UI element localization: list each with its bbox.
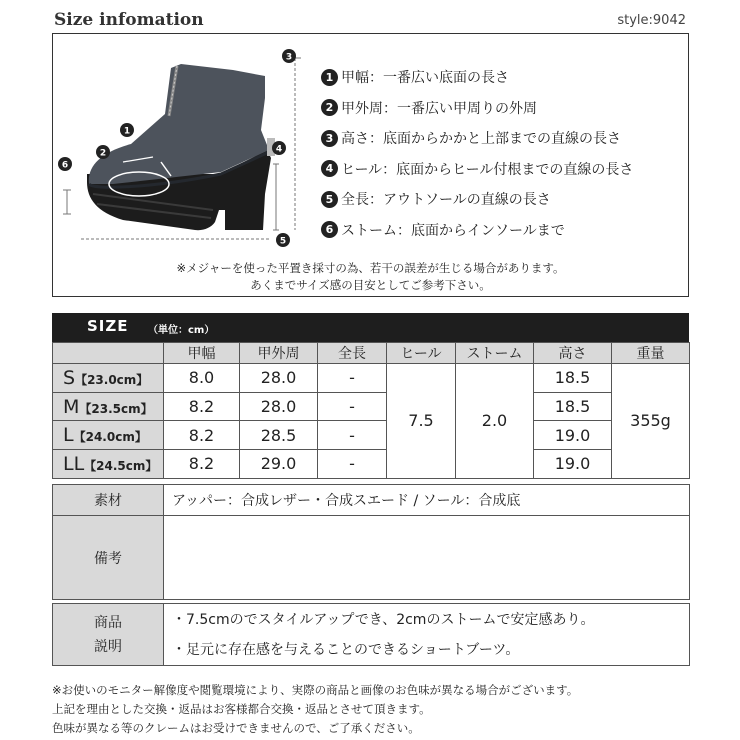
size-unit: （単位：cm） <box>148 325 215 336</box>
header-cell: 全長 <box>318 343 387 364</box>
table-row <box>53 450 690 479</box>
measurement-legend <box>321 62 633 245</box>
length-cell: - <box>318 450 387 479</box>
legend-item: 6 ストーム：底面からインソールまで <box>321 215 633 246</box>
size-title-bar <box>52 313 689 342</box>
legend-item: 4 ヒール：底面からヒール付根までの直線の長さ <box>321 154 633 185</box>
marker-2 <box>96 145 110 159</box>
svg-text:1: 1 <box>123 126 131 137</box>
marker-3 <box>282 49 296 63</box>
size-label: L【24.0cm】 <box>53 421 164 450</box>
size-label: S【23.0cm】 <box>53 364 164 393</box>
legend-item: 1 甲幅：一番広い底面の長さ <box>321 62 633 93</box>
footer-line: ※お使いのモニター解像度や閲覧環境により、実際の商品と画像のお色味が異なる場合がございます。 <box>52 683 579 697</box>
svg-text:4: 4 <box>275 144 283 155</box>
height-cell: 19.0 <box>534 450 612 479</box>
header-corner <box>53 343 164 364</box>
length-cell: - <box>318 421 387 450</box>
product-description <box>164 604 690 666</box>
width-cell: 8.0 <box>164 364 240 393</box>
svg-text:6: 6 <box>61 160 69 171</box>
girth-cell: 28.5 <box>240 421 318 450</box>
page-title: Size infomation <box>54 10 204 30</box>
header-cell: 重量 <box>612 343 690 364</box>
material-value: アッパー：合成レザー・合成スエード / ソール：合成底 <box>164 485 690 516</box>
legend-item: 5 全長：アウトソールの直線の長さ <box>321 184 633 215</box>
material-table <box>52 484 690 600</box>
marker-4 <box>272 141 286 155</box>
svg-text:2: 2 <box>99 148 107 159</box>
length-cell: - <box>318 392 387 421</box>
legend-item: 3 高さ：底面からかかと上部までの直線の長さ <box>321 123 633 154</box>
header-cell: 高さ <box>534 343 612 364</box>
width-cell: 8.2 <box>164 421 240 450</box>
footer-notes <box>52 681 578 738</box>
style-code: style:9042 <box>617 13 686 28</box>
remarks-row <box>53 516 690 600</box>
legend-item: 2 甲外周：一番広い甲周りの外周 <box>321 93 633 124</box>
size-info-panel <box>52 33 689 297</box>
description-line: ・足元に存在感を与えることのできるショートブーツ。 <box>172 641 520 658</box>
table-row <box>53 421 690 450</box>
svg-text:3: 3 <box>285 52 293 63</box>
girth-cell: 28.0 <box>240 364 318 393</box>
girth-cell: 29.0 <box>240 450 318 479</box>
boot-diagram <box>53 34 353 264</box>
table-row <box>53 392 690 421</box>
footer-line: 上記を理由とした交換・返品はお客様都合交換・返品とさせて頂きます。 <box>52 702 431 716</box>
measure-note: あくまでサイズ感の目安としてご参考下さい。 <box>250 278 491 292</box>
header-cell: ストーム <box>456 343 534 364</box>
remarks-label: 備考 <box>53 516 164 600</box>
width-cell: 8.2 <box>164 392 240 421</box>
girth-cell: 28.0 <box>240 392 318 421</box>
weight-cell: 355g <box>612 364 690 479</box>
table-row <box>53 364 690 393</box>
description-line: ・7.5cmのでスタイルアップでき、2cmのストームで安定感あり。 <box>172 611 595 628</box>
storm-cell: 2.0 <box>456 364 534 479</box>
product-table <box>52 603 690 666</box>
header-cell: 甲幅 <box>164 343 240 364</box>
measure-note: ※メジャーを使った平置き採寸の為、若干の誤差が生じる場合があります。 <box>176 261 565 275</box>
material-label: 素材 <box>53 485 164 516</box>
product-label: 商品 説明 <box>53 604 164 666</box>
size-label: M【23.5cm】 <box>53 392 164 421</box>
width-cell: 8.2 <box>164 450 240 479</box>
size-table <box>52 342 690 479</box>
height-cell: 18.5 <box>534 392 612 421</box>
footer-line: 色味が異なる等のクレームはお受けできませんので、ご了承ください。 <box>52 721 420 735</box>
svg-text:5: 5 <box>279 236 287 247</box>
size-title: SIZE <box>87 317 129 335</box>
height-cell: 18.5 <box>534 364 612 393</box>
length-cell: - <box>318 364 387 393</box>
marker-5 <box>276 233 290 247</box>
marker-1 <box>120 123 134 137</box>
size-label: LL【24.5cm】 <box>53 450 164 479</box>
header-cell: 甲外周 <box>240 343 318 364</box>
heel-cell: 7.5 <box>387 364 456 479</box>
material-row <box>53 485 690 516</box>
table-header-row <box>53 343 690 364</box>
marker-6 <box>58 157 72 171</box>
header-cell: ヒール <box>387 343 456 364</box>
remarks-value <box>164 516 690 600</box>
height-cell: 19.0 <box>534 421 612 450</box>
